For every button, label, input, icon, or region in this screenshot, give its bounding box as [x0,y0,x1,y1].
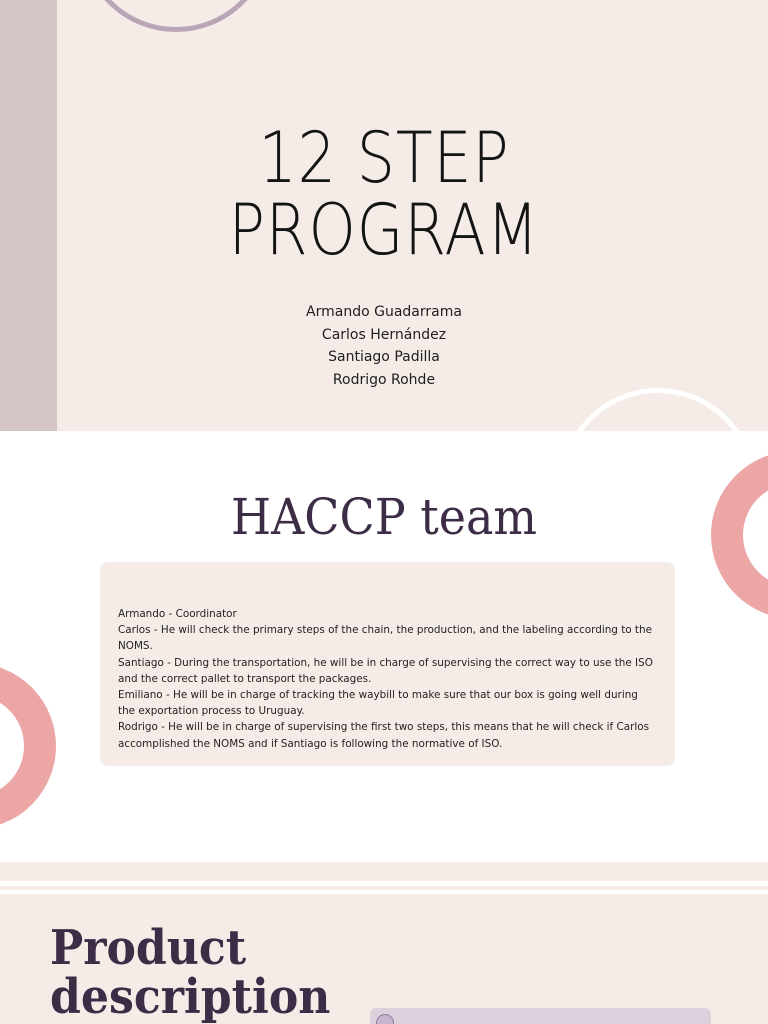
cover-title [54,117,714,271]
team-member-list [118,606,654,752]
author-name: Rodrigo Rohde [332,371,436,388]
author-name: Santiago Padilla [328,349,440,365]
author-name: Carlos Hernández [321,326,447,343]
badge-icon [376,1014,394,1024]
product-description-slide [0,894,768,1024]
haccp-title: HACCP team [230,488,538,546]
slide-divider [0,886,768,890]
author-list [0,301,768,391]
haccp-team-slide [0,431,768,862]
product-title-line-2: description [50,969,331,1024]
team-member-line: Emiliano - He will be in charge of tracking the waybill to make sure that our box is going well during the exportation process to Uruguay. [118,689,638,718]
product-title [50,920,331,1024]
author-name: Armando Guadarrama [306,304,462,320]
decorative-ring-left [0,663,56,829]
product-info-box [370,1008,711,1024]
slide-divider [0,862,768,881]
team-member-line: Rodrigo - He will be in charge of supervising the first two steps, this means that he will check if Carlos accomplished the NOMS and if Santiago is following the normative of ISO. [118,721,650,750]
decorative-ring-top [80,0,272,32]
product-title-line-1: Product [50,920,247,976]
cover-title-line-1: 12 STEP [258,117,510,199]
team-member-line: Santiago - During the transportation, he will be in charge of supervising the correct way to use the ISO and the correct pallet to transport the packages. [118,656,653,685]
decorative-ring-bottom [560,388,756,431]
cover-title-line-2: PROGRAM [228,189,540,271]
team-card [100,562,675,766]
team-member-line: Armando - Coordinator [118,608,237,620]
cover-slide [0,0,768,431]
team-member-line: Carlos - He will check the primary steps of the chain, the production, and the labeling according to the NOMS. [118,624,652,653]
